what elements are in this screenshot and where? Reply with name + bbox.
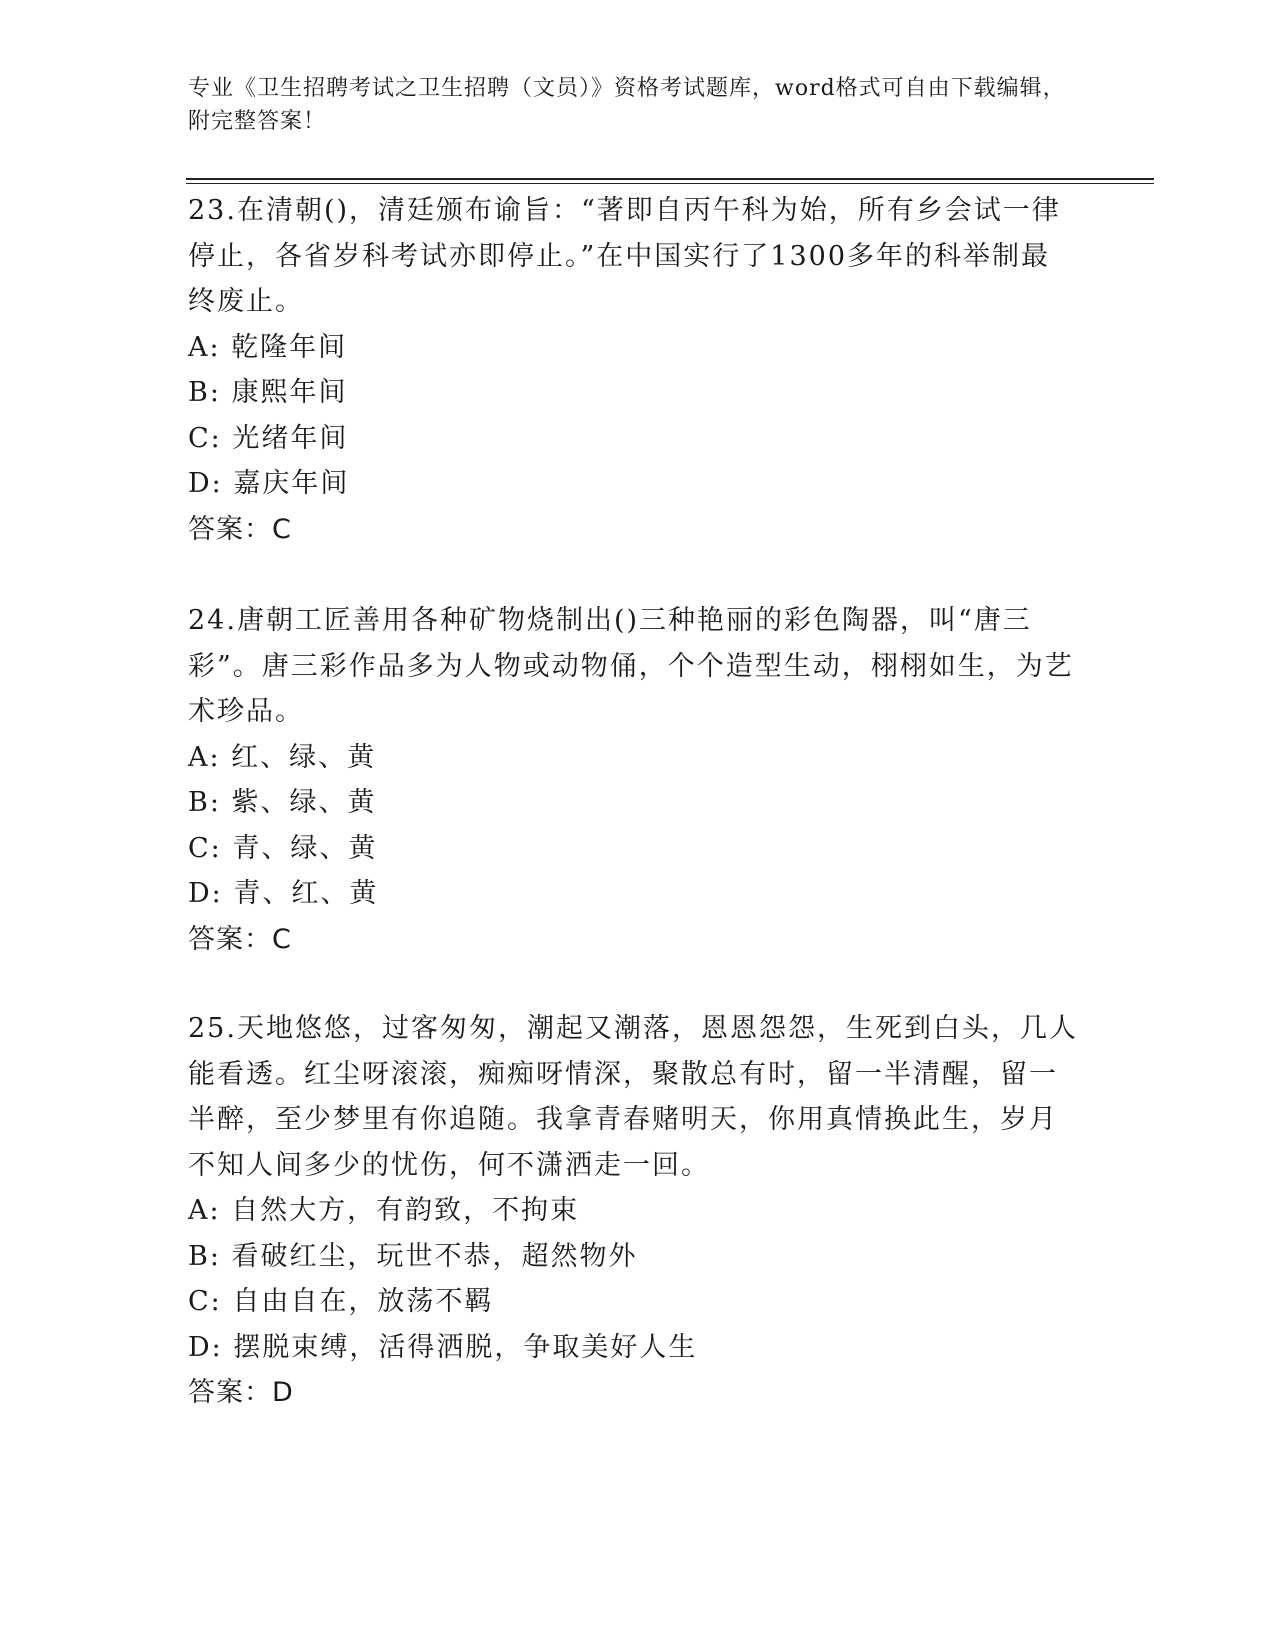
answer-line: 答案：C	[188, 923, 292, 955]
option-b: B: 看破红尘，玩世不恭，超然物外	[188, 1240, 638, 1272]
option-d: D: 青、红、黄	[188, 878, 379, 909]
question-25	[188, 1006, 1078, 1416]
option-b: B: 康熙年间	[188, 377, 348, 408]
option-c: C: 青、绿、黄	[188, 832, 378, 864]
answer-line: 答案：D	[188, 1377, 294, 1408]
question-23	[188, 188, 1078, 552]
question-stem: 25.天地悠悠，过客匆匆，潮起又潮落，恩恩怨怨，生死到白头，几人能看透。红尘呀滚滚，痴痴呀情深，聚散总有时，留一半清醒，留一半醉，至少梦里有你追随。我拿青春赌明天，你用真情换此生，岁月不知人间多少的忧伤，何不潇洒走一回。	[188, 1013, 1078, 1181]
option-d: D: 摆脱束缚，活得洒脱，争取美好人生	[188, 1331, 698, 1363]
option-a: A: 红、绿、黄	[188, 741, 377, 773]
header-divider-thick	[186, 178, 1154, 180]
question-stem: 23.在清朝()，清廷颁布谕旨：“著即自丙午科为始，所有乡会试一律停止，各省岁科考试亦即停止。”在中国实行了1300多年的科举制最终废止。	[188, 195, 1061, 317]
option-a: A: 乾隆年间	[188, 331, 348, 363]
document-intro: 专业《卫生招聘考试之卫生招聘（文员）》资格考试题库，word格式可自由下载编辑，附完整答案！	[188, 76, 1066, 134]
question-stem: 24.唐朝工匠善用各种矿物烧制出()三种艳丽的彩色陶器，叫“唐三彩”。唐三彩作品多为人物或动物俑，个个造型生动，栩栩如生，为艺术珍品。	[188, 605, 1074, 727]
option-d: D: 嘉庆年间	[188, 468, 350, 499]
option-c: C: 光绪年间	[188, 422, 349, 454]
option-b: B: 紫、绿、黄	[188, 787, 377, 818]
option-a: A: 自然大方，有韵致，不拘束	[188, 1195, 580, 1226]
header-divider-thin	[186, 183, 1154, 184]
answer-line: 答案：C	[188, 513, 292, 545]
question-24	[188, 598, 1078, 962]
option-c: C: 自由自在，放荡不羁	[188, 1286, 494, 1317]
